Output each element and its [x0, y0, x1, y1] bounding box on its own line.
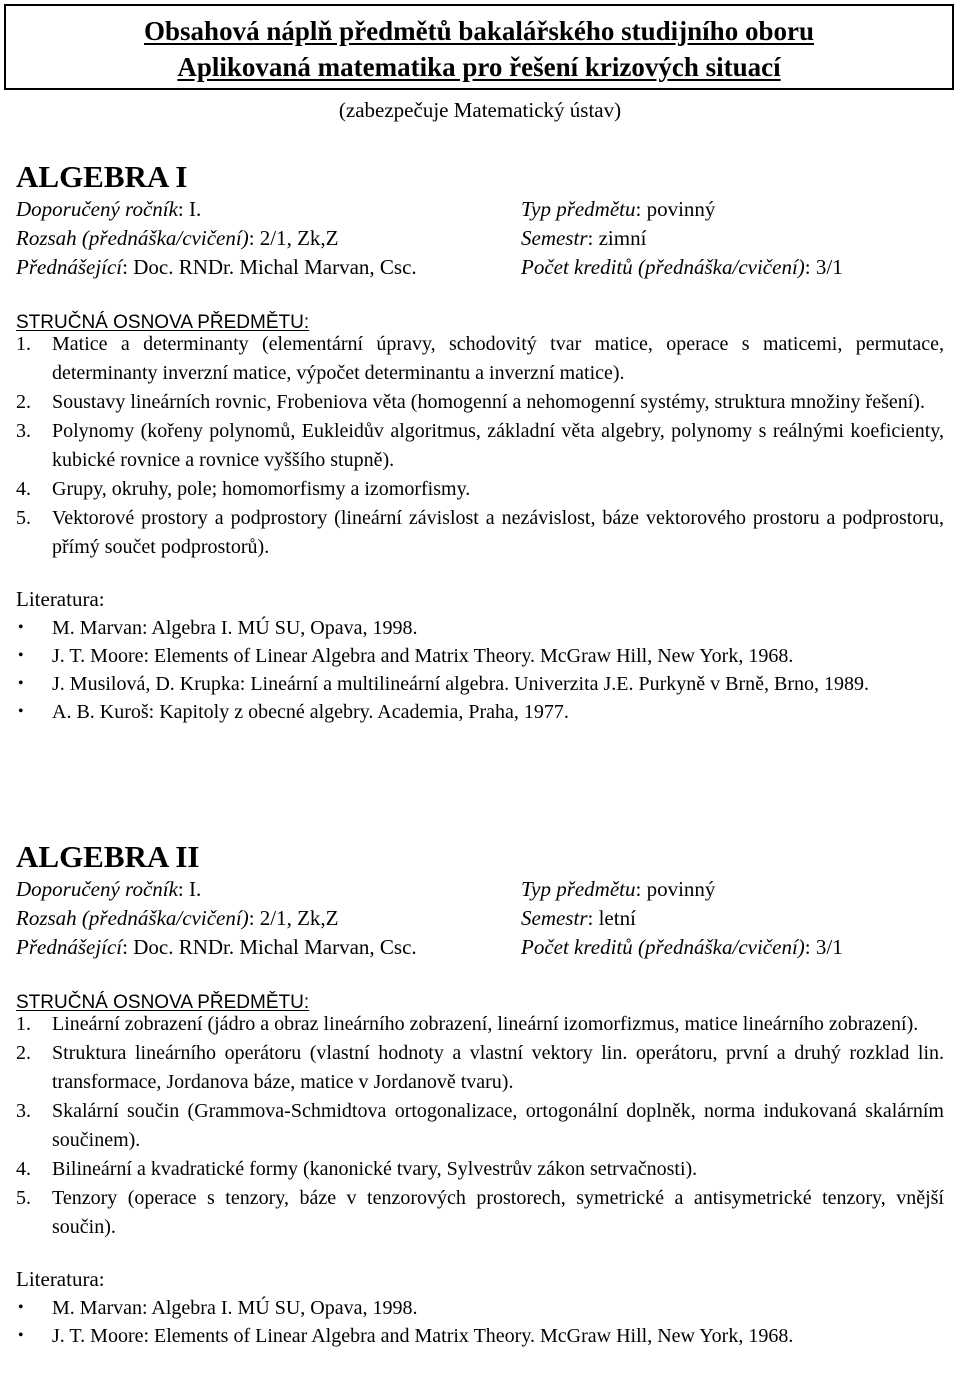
meta-rocnik: Doporučený ročník: I.	[16, 197, 202, 221]
course-meta	[16, 874, 944, 1013]
reference-item: • M. Marvan: Algebra I. MÚ SU, Opava, 1998.	[16, 1294, 944, 1322]
meta-semestr: Semestr: zimní	[521, 226, 647, 250]
bullet-icon: •	[18, 1327, 24, 1344]
course-title: ALGEBRA I	[16, 159, 188, 194]
meta-typ: Typ předmětu: povinný	[521, 877, 716, 901]
osnova-list	[16, 330, 944, 562]
meta-prednasejici: Přednášející: Doc. RNDr. Michal Marvan, Csc.	[16, 935, 417, 959]
bullet-icon: •	[18, 675, 24, 692]
document-title-line2: Aplikovaná matematika pro řešení krizových situací	[177, 52, 781, 82]
reference-list	[16, 614, 944, 726]
document-title-line1: Obsahová náplň předmětů bakalářského studijního oboru	[144, 16, 814, 46]
osnova-heading: STRUČNÁ OSNOVA PŘEDMĚTU:	[16, 992, 310, 1013]
list-item: 3. Skalární součin (Grammova-Schmidtova ortogonalizace, ortogonální doplněk, norma indukovaná skalárním součinem).	[16, 1100, 944, 1151]
course-meta	[16, 194, 944, 333]
meta-kredity: Počet kreditů (přednáška/cvičení): 3/1	[521, 255, 843, 279]
meta-kredity: Počet kreditů (přednáška/cvičení): 3/1	[521, 935, 843, 959]
meta-semestr: Semestr: letní	[521, 906, 636, 930]
bullet-icon: •	[18, 619, 24, 636]
literatura-heading: Literatura:	[16, 587, 105, 611]
literatura-heading: Literatura:	[16, 1267, 105, 1291]
list-item: 2. Struktura lineárního operátoru (vlastní hodnoty a vlastní vektory lin. operátoru, první a druhý rozklad lin. transformace, Jordanova báze, matice v Jordanově tvaru).	[16, 1042, 944, 1093]
reference-item: • A. B. Kuroš: Kapitoly z obecné algebry. Academia, Praha, 1977.	[16, 698, 944, 726]
reference-item: • J. T. Moore: Elements of Linear Algebra and Matrix Theory. McGraw Hill, New York, 1968.	[16, 1322, 944, 1350]
bullet-icon: •	[18, 703, 24, 720]
reference-list	[16, 1294, 944, 1350]
list-item: 5. Vektorové prostory a podprostory (lineární závislost a nezávislost, báze vektorového prostoru a podprostoru, přímý součet podprostorů).	[16, 507, 944, 558]
bullet-icon: •	[18, 647, 24, 664]
course-title: ALGEBRA II	[16, 839, 200, 874]
course-section	[16, 840, 944, 1350]
list-item: 5. Tenzory (operace s tenzory, báze v tenzorových prostorech, symetrické a antisymetrické tenzory, vnější součin).	[16, 1187, 944, 1238]
list-item: 4. Grupy, okruhy, pole; homomorfismy a izomorfismy.	[16, 478, 471, 500]
meta-rozsah: Rozsah (přednáška/cvičení): 2/1, Zk,Z	[16, 906, 339, 930]
meta-prednasejici: Přednášející: Doc. RNDr. Michal Marvan, Csc.	[16, 255, 417, 279]
list-item: 3. Polynomy (kořeny polynomů, Eukleidův algoritmus, základní věta algebry, polynomy s reálnými koeficienty, kubické rovnice a rovnice vyššího stupně).	[16, 420, 944, 471]
document-header-box	[4, 4, 954, 90]
reference-item: • J. Musilová, D. Krupka: Lineární a multilineární algebra. Univerzita J.E. Purkyně v Brně, Brno, 1989.	[16, 670, 944, 698]
list-item: 2. Soustavy lineárních rovnic, Frobeniova věta (homogenní a nehomogenní systémy, struktura množiny řešení).	[16, 391, 925, 413]
document-subtitle: (zabezpečuje Matematický ústav)	[338, 98, 622, 122]
list-item: 1. Lineární zobrazení (jádro a obraz lineárního zobrazení, lineární izomorfizmus, matice lineárního zobrazení).	[16, 1013, 919, 1035]
list-item: 4. Bilineární a kvadratické formy (kanonické tvary, Sylvestrův zákon setrvačnosti).	[16, 1158, 698, 1180]
meta-rozsah: Rozsah (přednáška/cvičení): 2/1, Zk,Z	[16, 226, 339, 250]
list-item: 1. Matice a determinanty (elementární úpravy, schodovitý tvar matice, operace s maticemi, permutace, determinanty inverzní matice, výpočet determinantu a inverzní matice).	[16, 333, 944, 384]
osnova-heading: STRUČNÁ OSNOVA PŘEDMĚTU:	[16, 312, 310, 333]
reference-item: • M. Marvan: Algebra I. MÚ SU, Opava, 1998.	[16, 614, 944, 642]
course-section	[16, 160, 944, 726]
meta-typ: Typ předmětu: povinný	[521, 197, 716, 221]
meta-rocnik: Doporučený ročník: I.	[16, 877, 202, 901]
bullet-icon: •	[18, 1299, 24, 1316]
osnova-list	[16, 1010, 944, 1242]
reference-item: • J. T. Moore: Elements of Linear Algebra and Matrix Theory. McGraw Hill, New York, 1968.	[16, 642, 944, 670]
